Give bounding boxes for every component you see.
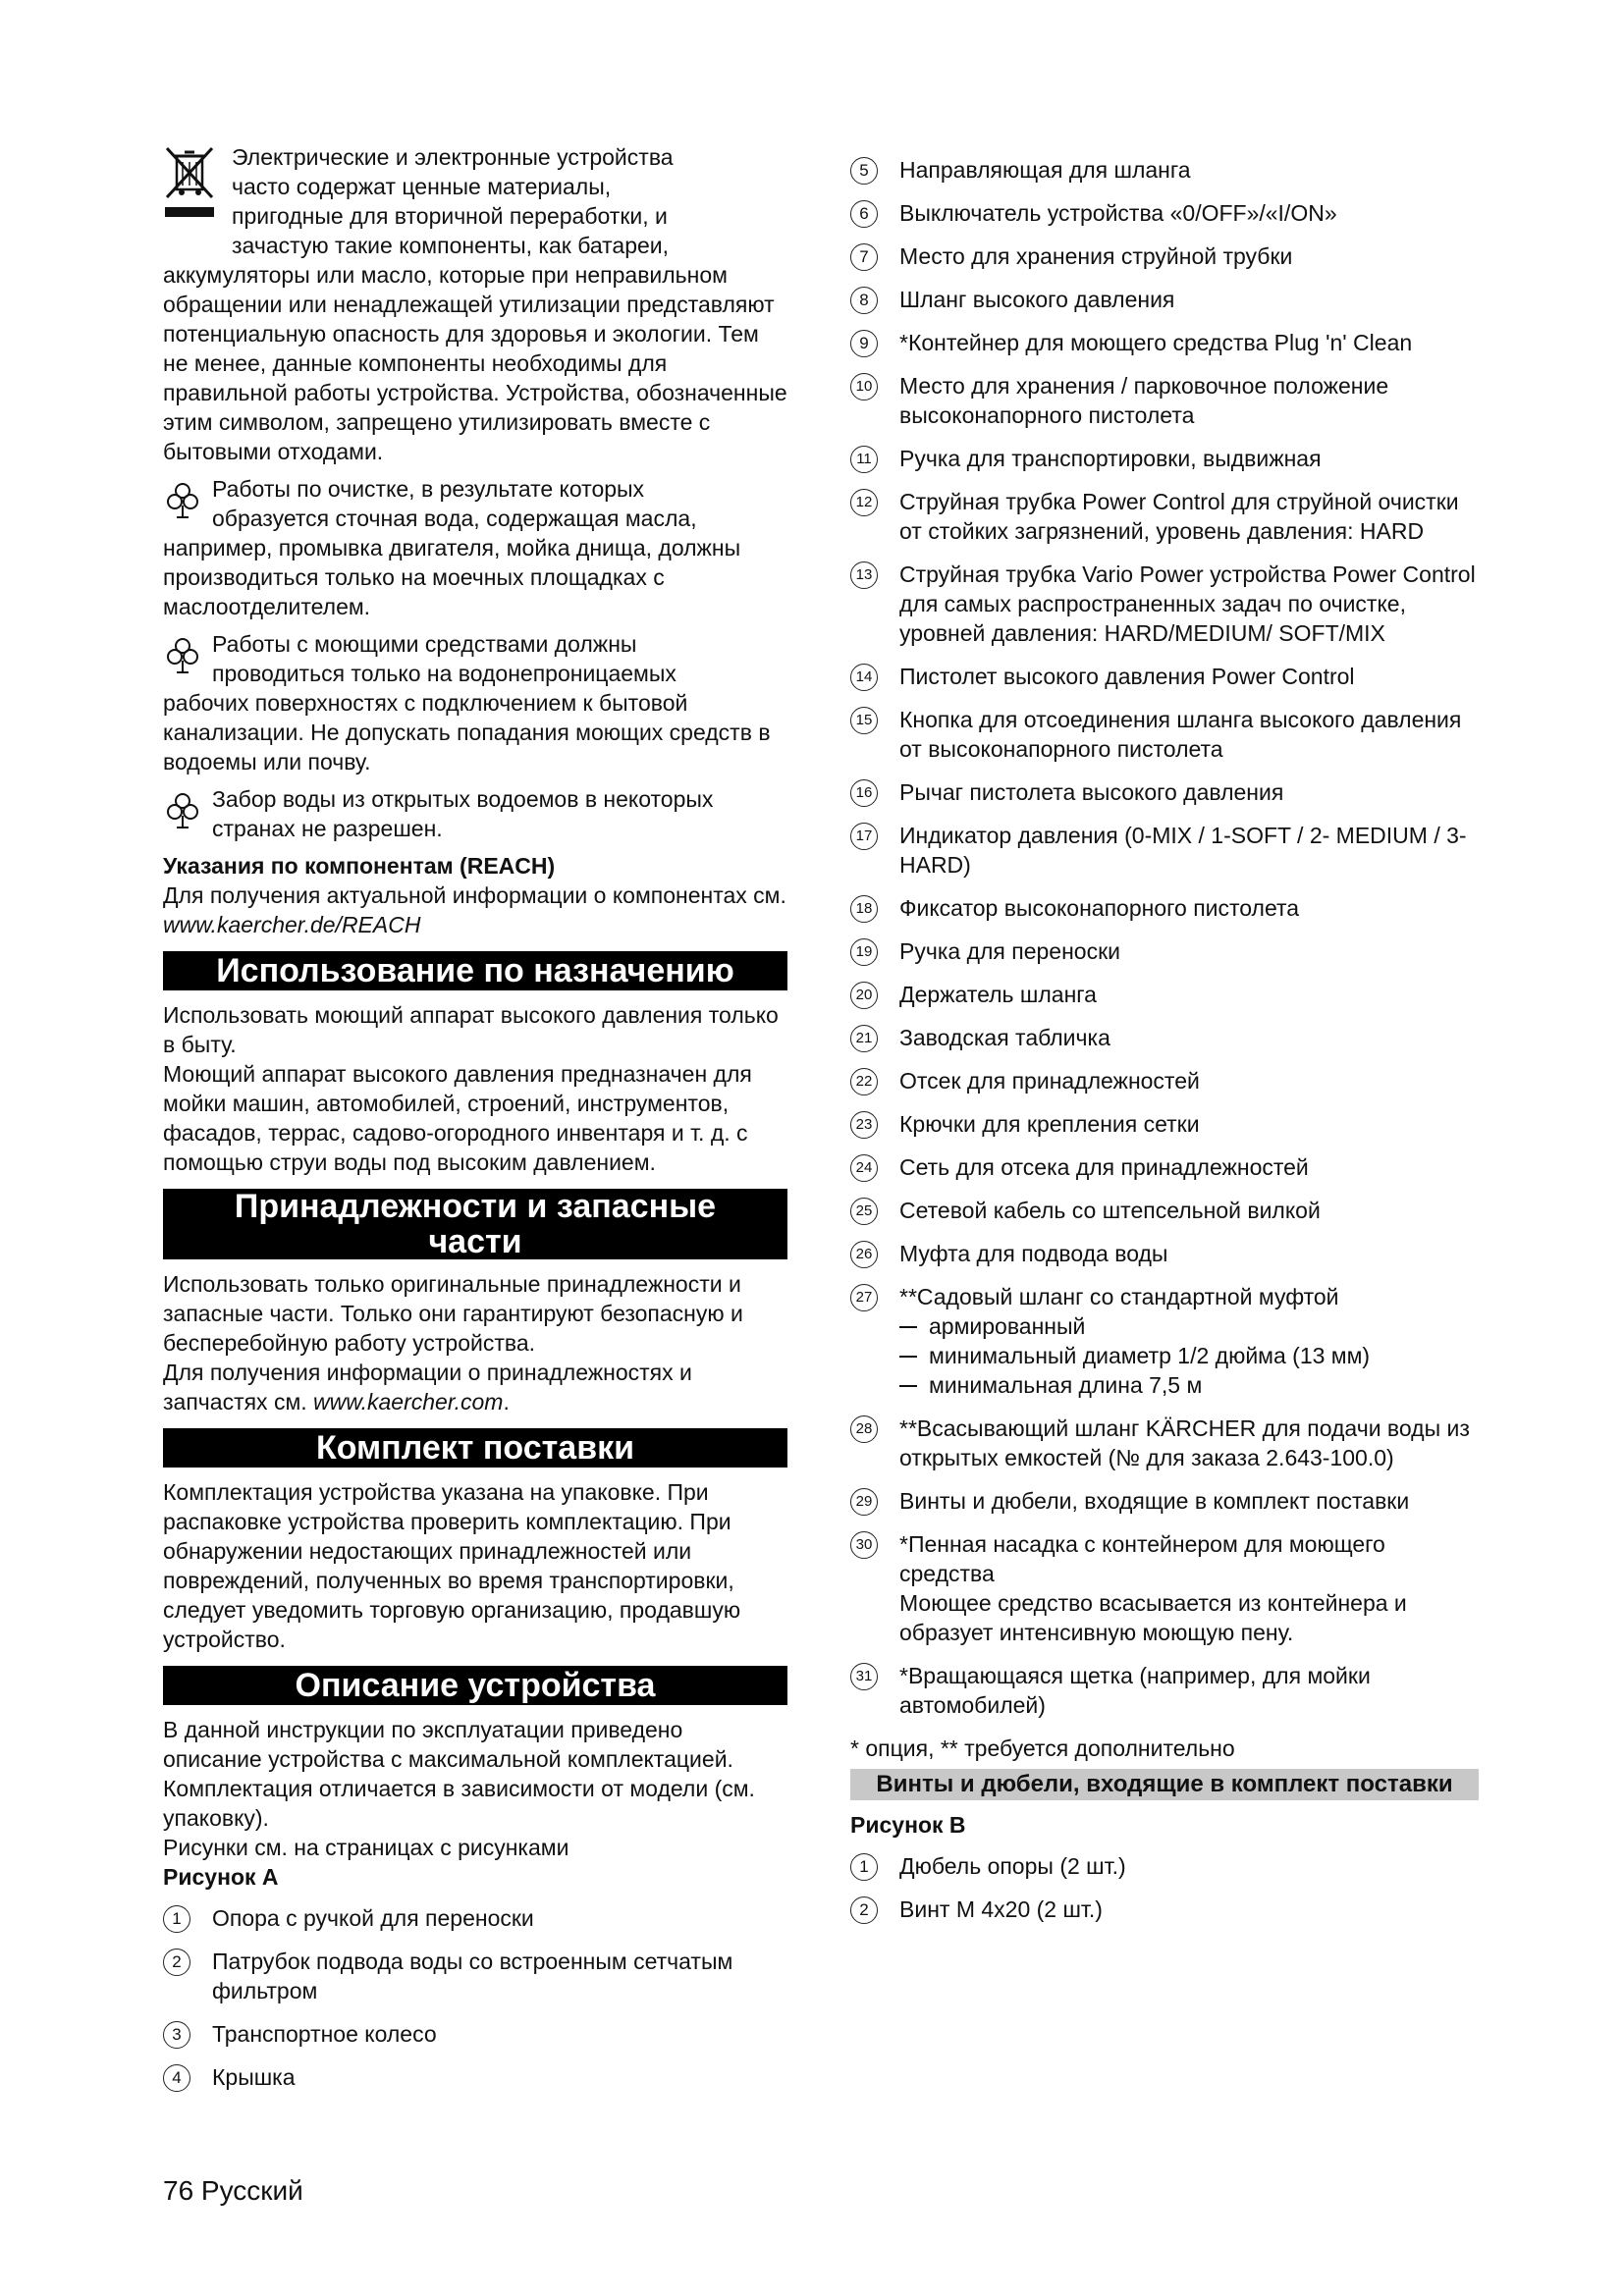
weee-line: зачастую такие компоненты, как батареи, <box>232 233 670 258</box>
item-text: Ручка для переноски <box>899 938 1120 964</box>
item-number: 1 <box>163 1905 190 1933</box>
item-text: Держатель шланга <box>899 982 1097 1007</box>
scope-paragraph: Комплектация устройства указана на упаковке. При распаковке устройства проверить комплектацию. При обнаружении недостающих принадлежностей или повреждений, полученных во время транспортировки, следует уведомить торговую организацию, продавшую устройство. <box>163 1479 741 1652</box>
list-item: 27 **Садовый шланг со стандартной муфтой армированный минимальный диаметр 1/2 дюйма (13 мм) минимальная длина 7,5 м <box>850 1282 1479 1400</box>
heading-accessories: Принадлежности и запасные части <box>163 1189 787 1259</box>
eco-text: рабочих поверхностях с подключением к бытовой канализации. Не допускать попадания моющих средств в водоемы или почву. <box>163 690 771 774</box>
list-item: 30 *Пенная насадка с контейнером для моющего средства Моющее средство всасывается из контейнера и образует интенсивную моющую пену. <box>850 1529 1479 1647</box>
eco-line: Работы по очистке, в результате которых <box>212 476 645 502</box>
list-item <box>850 198 1479 228</box>
crossed-bin-icon <box>163 146 216 225</box>
item-number: 2 <box>163 1949 190 1976</box>
list-item: 1 Дюбель опоры (2 шт.) <box>850 1851 1479 1881</box>
reach-heading: Указания по компонентам (REACH) <box>163 853 556 879</box>
environment-notice-1 <box>163 474 787 621</box>
list-item: 2 Винт M 4x20 (2 шт.) <box>850 1895 1479 1924</box>
heading-intended-use: Использование по назначению <box>163 951 787 990</box>
sub-item: армированный <box>899 1311 1479 1341</box>
list-item <box>850 1414 1479 1472</box>
list-item <box>850 1152 1479 1182</box>
item-text: Струйная трубка Vario Power устройства Power Control для самых распространенных задач по очистке, уровней давления: HARD/MEDIUM/ SOFT/MIX <box>899 561 1476 646</box>
list-item <box>850 936 1479 966</box>
item-number: 22 <box>850 1068 878 1095</box>
item-number: 10 <box>850 373 878 400</box>
list-item: 4 Крышка <box>163 2062 787 2092</box>
list-item <box>850 662 1479 691</box>
item-number: 20 <box>850 982 878 1009</box>
page-footer: 76 Русский <box>163 2175 303 2206</box>
item-number: 21 <box>850 1025 878 1052</box>
item-text: **Всасывающий шланг KÄRCHER для подачи воды из открытых емкостей (№ для заказа 2.643-100.0) <box>899 1415 1470 1470</box>
description-paragraph-1: В данной инструкции по эксплуатации приведено описание устройства с максимальной комплектацией. Комплектация отличается в зависимости от модели (см. упаковку). <box>163 1717 755 1831</box>
item-number: 18 <box>850 895 878 923</box>
reach-text: Для получения актуальной информации о компонентах см. www.kaercher.de/REACH <box>163 882 786 937</box>
item-text: Фиксатор высоконапорного пистолета <box>899 895 1300 921</box>
list-item <box>850 371 1479 430</box>
list-item: 31 *Вращающаяся щетка (например, для мойки автомобилей) <box>850 1661 1479 1720</box>
sub-item: минимальный диаметр 1/2 дюйма (13 мм) <box>899 1341 1479 1370</box>
list-item <box>850 1066 1479 1095</box>
right-column <box>850 155 1479 1938</box>
item-text: Шланг высокого давления <box>899 287 1175 312</box>
item-number: 5 <box>850 157 878 185</box>
item-number: 1 <box>850 1853 878 1881</box>
heading-screws-dowels: Винты и дюбели, входящие в комплект поставки <box>850 1769 1479 1800</box>
item-number: 6 <box>850 200 878 228</box>
eco-line: образуется сточная вода, содержащая масла, <box>212 506 697 531</box>
list-item <box>850 560 1479 648</box>
environment-notice-2 <box>163 629 787 776</box>
item-number: 12 <box>850 489 878 516</box>
list-item <box>850 821 1479 880</box>
footnote: * опция, ** требуется дополнительно <box>850 1735 1235 1761</box>
item-number: 23 <box>850 1111 878 1139</box>
accessories-paragraph-2: Для получения информации о принадлежностях и запчастях см. www.kaercher.com. <box>163 1360 692 1415</box>
list-item: 3 Транспортное колесо <box>163 2019 787 2049</box>
item-number: 17 <box>850 823 878 850</box>
item-number: 11 <box>850 446 878 473</box>
accessories-paragraph-1: Использовать только оригинальные принадлежности и запасные части. Только они гарантируют безопасную и бесперебойную работу устройства. <box>163 1271 743 1356</box>
list-item <box>850 777 1479 807</box>
list-item <box>850 893 1479 923</box>
sub-item: минимальная длина 7,5 м <box>899 1370 1479 1400</box>
item-text: Кнопка для отсоединения шланга высокого давления от высоконапорного пистолета <box>899 707 1462 762</box>
item-number: 25 <box>850 1198 878 1225</box>
use-paragraph-1: Использовать моющий аппарат высокого давления только в быту. <box>163 1002 779 1057</box>
item-number: 4 <box>163 2064 190 2092</box>
item-text: Индикатор давления (0-MIX / 1-SOFT / 2- MEDIUM / 3-HARD) <box>899 823 1467 878</box>
item-text: Крючки для крепления сетки <box>899 1111 1200 1137</box>
use-paragraph-2: Моющий аппарат высокого давления предназначен для мойки машин, автомобилей, строений, инструментов, фасадов, террас, садово-огородного инвентаря и т. д. с помощью струи воды под высоким давлением. <box>163 1061 752 1175</box>
item-text: Направляющая для шланга <box>899 157 1191 183</box>
item-text: Сеть для отсека для принадлежностей <box>899 1154 1309 1180</box>
item-text: *Контейнер для моющего средства Plug 'n' Clean <box>899 330 1413 355</box>
list-item <box>850 444 1479 473</box>
item-text: Винты и дюбели, входящие в комплект поставки <box>899 1488 1410 1514</box>
list-item: 2 Патрубок подвода воды со встроенным сетчатым фильтром <box>163 1947 787 2005</box>
eco-line: Работы с моющими средствами должны <box>212 631 637 657</box>
item-number: 26 <box>850 1241 878 1268</box>
item-number: 24 <box>850 1154 878 1182</box>
list-item <box>850 705 1479 764</box>
left-column <box>163 142 787 2106</box>
item-text: Заводская табличка <box>899 1025 1110 1050</box>
environment-icon <box>165 480 200 519</box>
figure-b-label: Рисунок B <box>850 1812 966 1838</box>
item-detail: Моющее средство всасывается из контейнера и образует интенсивную моющую пену. <box>899 1590 1407 1645</box>
heading-device-description: Описание устройства <box>163 1666 787 1705</box>
list-item <box>850 1486 1479 1516</box>
figure-a-label: Рисунок A <box>163 1864 279 1890</box>
heading-scope-of-delivery: Комплект поставки <box>163 1428 787 1468</box>
item-number: 2 <box>850 1896 878 1924</box>
weee-line: пригодные для вторичной переработки, и <box>232 203 668 229</box>
item-number: 28 <box>850 1415 878 1443</box>
item-number: 15 <box>850 707 878 734</box>
item-number: 3 <box>163 2021 190 2049</box>
item-text: Муфта для подвода воды <box>899 1241 1168 1266</box>
eco-line: проводиться только на водонепроницаемых <box>212 661 677 686</box>
item-text: Отсек для принадлежностей <box>899 1068 1200 1094</box>
description-paragraph-2: Рисунки см. на страницах с рисунками <box>163 1835 569 1860</box>
weee-notice <box>163 142 787 466</box>
item-number: 31 <box>850 1663 878 1690</box>
item-number: 13 <box>850 561 878 589</box>
list-item <box>850 1239 1479 1268</box>
reach-link[interactable]: www.kaercher.de/REACH <box>163 912 421 937</box>
environment-notice-3 <box>163 784 787 843</box>
item-number: 30 <box>850 1531 878 1559</box>
weee-line: Электрические и электронные устройства <box>232 144 674 170</box>
environment-icon <box>165 790 200 829</box>
list-item <box>850 328 1479 357</box>
item-text: Ручка для транспортировки, выдвижная <box>899 446 1322 471</box>
item-number: 27 <box>850 1284 878 1311</box>
list-item <box>850 285 1479 314</box>
item-number: 8 <box>850 287 878 314</box>
item-text: Струйная трубка Power Control для струйной очистки от стойких загрязнений, уровень давления: HARD <box>899 489 1459 544</box>
item-number: 19 <box>850 938 878 966</box>
weee-text: аккумуляторы или масло, которые при неправильном обращении или ненадлежащей утилизации представляют потенциальную опасность для здоровья и экологии. Тем не менее, данные компоненты необходимы для правильной работы устройства. Устройства, обозначенные этим символом, запрещено утилизировать вместе с бытовыми отходами. <box>163 262 787 464</box>
list-item <box>850 980 1479 1009</box>
eco-line: Забор воды из открытых водоемов в некоторых <box>212 786 714 812</box>
item-text: Место для хранения / парковочное положение высоконапорного пистолета <box>899 373 1389 428</box>
environment-icon <box>165 635 200 674</box>
item-number: 16 <box>850 779 878 807</box>
item-number: 9 <box>850 330 878 357</box>
list-item: 1 Опора с ручкой для переноски <box>163 1903 787 1933</box>
list-item <box>850 1109 1479 1139</box>
item-text: Место для хранения струйной трубки <box>899 243 1293 269</box>
eco-text: например, промывка двигателя, мойка днища, должны производиться только на моечных площадках с маслоотделителем. <box>163 535 741 619</box>
kaercher-link[interactable]: www.kaercher.com <box>313 1389 504 1415</box>
list-item <box>850 241 1479 271</box>
item-text: Сетевой кабель со штепсельной вилкой <box>899 1198 1321 1223</box>
item-number: 7 <box>850 243 878 271</box>
list-item <box>850 1196 1479 1225</box>
item-number: 29 <box>850 1488 878 1516</box>
item-text: Пистолет высокого давления Power Control <box>899 664 1355 689</box>
item-text: Рычаг пистолета высокого давления <box>899 779 1284 805</box>
weee-line: часто содержат ценные материалы, <box>232 174 612 199</box>
eco-line: странах не разрешен. <box>212 816 443 841</box>
item-number: 14 <box>850 664 878 691</box>
item-text: Выключатель устройства «0/OFF»/«I/ON» <box>899 200 1337 226</box>
list-item <box>850 155 1479 185</box>
list-item <box>850 487 1479 546</box>
list-item <box>850 1023 1479 1052</box>
